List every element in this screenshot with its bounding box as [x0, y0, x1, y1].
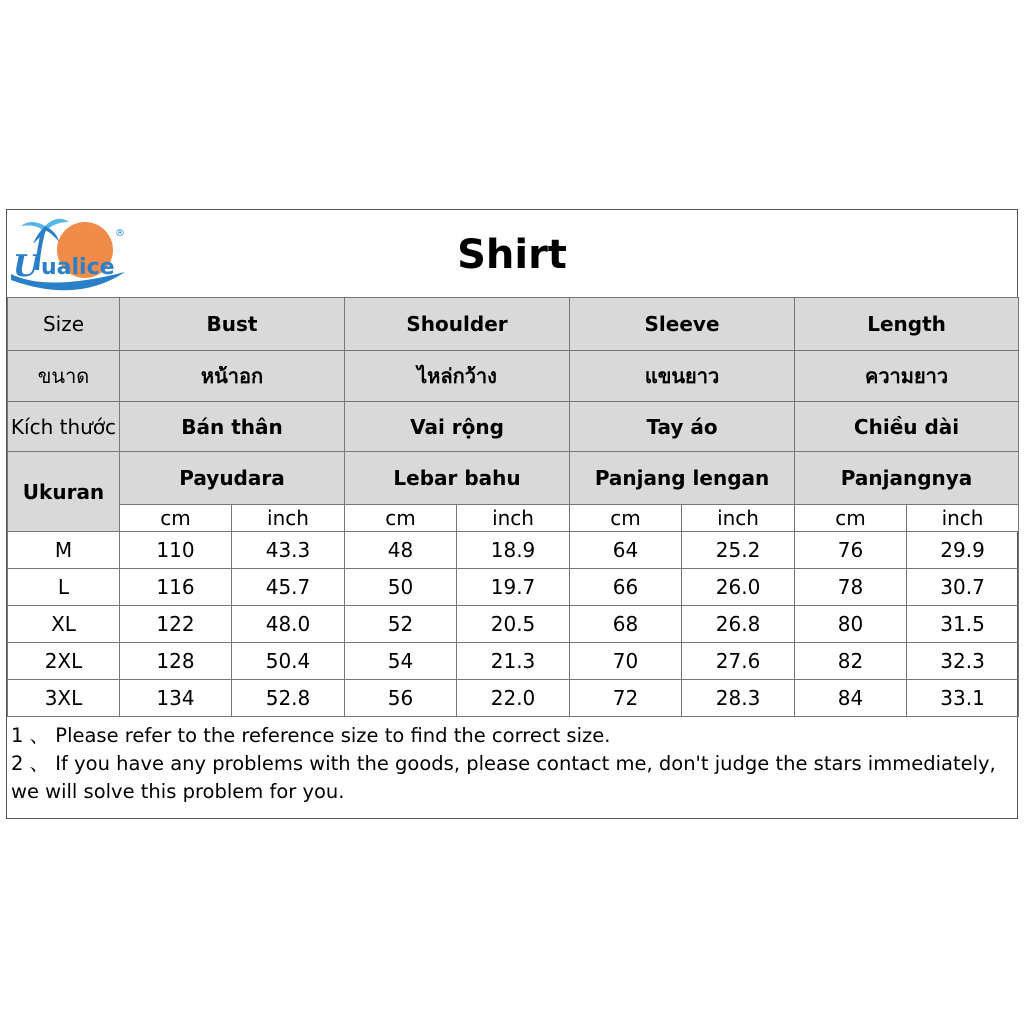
table-row — [8, 532, 1019, 569]
value-cell: 18.9 — [457, 532, 570, 569]
value-cell: 26.8 — [682, 606, 795, 643]
unit-cell: cm — [345, 505, 457, 532]
unit-cell: cm — [570, 505, 682, 532]
row-label: Kích thước — [8, 402, 120, 452]
value-cell: 84 — [795, 680, 907, 717]
value-cell: 122 — [120, 606, 232, 643]
svg-text:U: U — [13, 249, 40, 284]
column-header: หน้าอก — [120, 351, 345, 402]
value-cell: 52 — [345, 606, 457, 643]
size-table — [7, 297, 1019, 717]
row-label: ขนาด — [8, 351, 120, 402]
value-cell: 48.0 — [232, 606, 345, 643]
table-row — [8, 606, 1019, 643]
column-header: Length — [795, 298, 1019, 351]
value-cell: 32.3 — [907, 643, 1019, 680]
value-cell: 56 — [345, 680, 457, 717]
registered-mark: ® — [115, 228, 125, 239]
unit-cell: inch — [907, 505, 1019, 532]
column-header: Bán thân — [120, 402, 345, 452]
header-row-vietnamese — [8, 402, 1019, 452]
value-cell: 54 — [345, 643, 457, 680]
size-cell: L — [8, 569, 120, 606]
value-cell: 116 — [120, 569, 232, 606]
chart-title: Shirt — [457, 232, 567, 278]
value-cell: 31.5 — [907, 606, 1019, 643]
note-line: we will solve this problem for you. — [11, 780, 345, 803]
size-cell: 3XL — [8, 680, 120, 717]
value-cell: 33.1 — [907, 680, 1019, 717]
column-header: Tay áo — [570, 402, 795, 452]
value-cell: 134 — [120, 680, 232, 717]
note-line: 1 、 Please refer to the reference size to find the correct size. — [11, 724, 611, 747]
table-row — [8, 569, 1019, 606]
size-cell: 2XL — [8, 643, 120, 680]
column-header: ความยาว — [795, 351, 1019, 402]
value-cell: 82 — [795, 643, 907, 680]
logo-text: ualice — [41, 255, 115, 280]
row-label: Ukuran — [8, 452, 120, 532]
column-header: Vai rộng — [345, 402, 570, 452]
column-header: แขนยาว — [570, 351, 795, 402]
column-header: ไหล่กว้าง — [345, 351, 570, 402]
value-cell: 25.2 — [682, 532, 795, 569]
value-cell: 27.6 — [682, 643, 795, 680]
column-header: Panjangnya — [795, 452, 1019, 505]
header-row-thai — [8, 351, 1019, 402]
column-header: Payudara — [120, 452, 345, 505]
table-row — [8, 680, 1019, 717]
value-cell: 78 — [795, 569, 907, 606]
column-header: Lebar bahu — [345, 452, 570, 505]
value-cell: 50.4 — [232, 643, 345, 680]
size-cell: XL — [8, 606, 120, 643]
value-cell: 21.3 — [457, 643, 570, 680]
value-cell: 22.0 — [457, 680, 570, 717]
size-notes — [11, 722, 1011, 806]
value-cell: 30.7 — [907, 569, 1019, 606]
value-cell: 29.9 — [907, 532, 1019, 569]
value-cell: 45.7 — [232, 569, 345, 606]
value-cell: 50 — [345, 569, 457, 606]
value-cell: 52.8 — [232, 680, 345, 717]
column-header: Bust — [120, 298, 345, 351]
table-row — [8, 643, 1019, 680]
unit-row — [8, 505, 1019, 532]
unit-cell: inch — [457, 505, 570, 532]
size-chart — [6, 209, 1018, 819]
value-cell: 76 — [795, 532, 907, 569]
header-row-english — [8, 298, 1019, 351]
value-cell: 68 — [570, 606, 682, 643]
unit-cell: inch — [232, 505, 345, 532]
value-cell: 110 — [120, 532, 232, 569]
column-header: Sleeve — [570, 298, 795, 351]
column-header: Panjang lengan — [570, 452, 795, 505]
title-row — [7, 210, 1017, 298]
header-row-indonesian — [8, 452, 1019, 505]
column-header: Shoulder — [345, 298, 570, 351]
note-line: 2 、 If you have any problems with the goods, please contact me, don't judge the stars immediately, — [11, 752, 996, 775]
value-cell: 128 — [120, 643, 232, 680]
row-label: Size — [8, 298, 120, 351]
value-cell: 19.7 — [457, 569, 570, 606]
value-cell: 26.0 — [682, 569, 795, 606]
size-cell: M — [8, 532, 120, 569]
unit-cell: inch — [682, 505, 795, 532]
value-cell: 80 — [795, 606, 907, 643]
value-cell: 72 — [570, 680, 682, 717]
value-cell: 64 — [570, 532, 682, 569]
unit-cell: cm — [795, 505, 907, 532]
column-header: Chiều dài — [795, 402, 1019, 452]
value-cell: 70 — [570, 643, 682, 680]
unit-cell: cm — [120, 505, 232, 532]
value-cell: 28.3 — [682, 680, 795, 717]
value-cell: 66 — [570, 569, 682, 606]
value-cell: 20.5 — [457, 606, 570, 643]
value-cell: 43.3 — [232, 532, 345, 569]
value-cell: 48 — [345, 532, 457, 569]
